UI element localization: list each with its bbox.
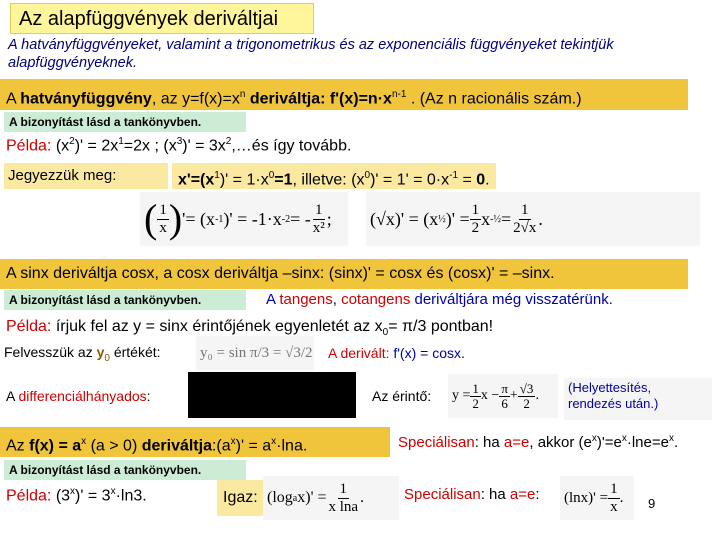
- tangent-note: [266, 291, 613, 308]
- power-rule-band: [0, 79, 688, 110]
- proof-note-3: A bizonyítást lásd a tankönyvben.: [4, 460, 246, 480]
- exp-sup2: x: [230, 436, 236, 447]
- ex2-sub: 0: [382, 327, 389, 339]
- ex3-t1: (3: [51, 487, 71, 505]
- f1-sup-b: -2: [281, 213, 291, 225]
- ig-lhs: (log: [267, 489, 293, 506]
- sp1-t2: : ha: [474, 434, 504, 451]
- ex1-t4: )' = 3x: [182, 137, 226, 155]
- f1-sup-a: -1: [215, 213, 224, 225]
- power-tail: . (Az n racionális szám.): [406, 90, 582, 108]
- f2-mid: )' =: [445, 208, 470, 229]
- sp1-t5: )'=e: [596, 434, 622, 451]
- f2-rhs-num: 1: [521, 201, 529, 218]
- sp2-t3: a=e: [509, 486, 536, 503]
- sin-rule-band: A sinx deriváltja cosx, a cosx deriváltja –sinx: (sinx)' = cosx és (cosx)' = –sinx.: [0, 259, 688, 289]
- tn-t1: A: [266, 291, 280, 308]
- er-f2-num: π: [501, 380, 508, 396]
- proof-note-2: A bizonyítást lásd a tankönyvben.: [4, 290, 246, 310]
- exp-t3: (a > 0): [86, 437, 142, 455]
- f2-rhs-frac: [511, 202, 538, 237]
- f2-mid2: x: [481, 208, 491, 229]
- diff-t3: :: [146, 388, 151, 404]
- paren-open: (: [144, 196, 158, 241]
- ex2-label: Példa:: [6, 318, 52, 335]
- derivalt-row: [328, 345, 465, 361]
- sp1-sup3: x: [668, 433, 674, 444]
- nj-t6: =: [458, 171, 477, 189]
- f2-frac1: [470, 202, 482, 237]
- nj-t7: 0: [476, 171, 486, 189]
- er-f1-num: 1: [472, 380, 479, 396]
- exp-t4: deriváltja: [141, 437, 212, 455]
- f1-lhs-num: 1: [159, 201, 167, 218]
- example-1: [6, 136, 351, 155]
- ig-den: x lna: [328, 498, 359, 515]
- page-number: 9: [648, 496, 656, 511]
- er-f1-den: 2: [472, 395, 479, 411]
- sp2-den: x: [610, 498, 618, 515]
- f2-lhs: (√x)' = (x: [370, 208, 439, 229]
- ig-num: 1: [339, 480, 347, 497]
- nj-s2: 0: [268, 170, 275, 181]
- er-lhs: y =: [452, 388, 471, 403]
- nj-s4: -1: [449, 170, 459, 181]
- exp-t1: Az: [6, 437, 30, 455]
- tn-t4: cotangens: [341, 291, 411, 308]
- er-f2: [499, 382, 510, 411]
- f2-sup-b: -½: [490, 213, 501, 225]
- formula-reciprocal: [140, 192, 348, 246]
- sp2-t2: : ha: [480, 486, 510, 503]
- f1-eq: = -: [290, 208, 311, 229]
- ex1-s3: 3: [176, 136, 183, 147]
- nj-s3: 0: [364, 170, 371, 181]
- hidden-formula-box: [188, 372, 356, 418]
- tn-t2: tangens: [279, 291, 333, 308]
- tn-t3: ,: [332, 291, 342, 308]
- erinto-formula: [448, 374, 558, 418]
- sp1-t4: , akkor (e: [529, 434, 592, 451]
- er-f2-den: 6: [501, 395, 508, 411]
- power-exp-n: n: [239, 89, 246, 100]
- felvesszuk-row: [4, 344, 161, 364]
- f1-end: ;: [326, 208, 332, 229]
- er-f3-num: √3: [519, 380, 534, 396]
- example-3: [6, 486, 147, 505]
- ex1-t1: (x: [51, 137, 70, 155]
- power-exp-n1: n-1: [391, 89, 407, 100]
- felv-y0: y: [96, 344, 105, 360]
- ex2-text: írjuk fel az y = sinx érintőjének egyenletét az x: [51, 318, 383, 335]
- sp2-end: .: [619, 489, 624, 506]
- sp1-t7: .: [673, 434, 679, 451]
- ex1-t2: )' = 2x: [74, 137, 119, 155]
- f2-end: .: [538, 208, 543, 229]
- ex1-s2: 1: [118, 136, 124, 147]
- proof-note-1: A bizonyítást lásd a tankönyvben.: [4, 112, 246, 132]
- f2-f1-den: 2: [471, 219, 480, 236]
- f2-eq: =: [501, 208, 512, 229]
- helyettesites-note: (Helyettesítés, rendezés után.): [564, 378, 712, 420]
- page-title: Az alapfüggvények deriváltjai: [10, 3, 314, 34]
- power-mid: , az y=f(x)=x: [151, 90, 240, 108]
- power-deriv-label: deriváltja: f'(x)=n·x: [245, 90, 392, 108]
- erinto-label: Az érintő:: [372, 388, 432, 404]
- ex3-sup: x: [70, 486, 76, 497]
- sp2-lhs: (lnx)' =: [564, 489, 609, 506]
- ex3-t3: ·ln3.: [115, 487, 147, 505]
- sp1-t1: Speciálisan: [398, 434, 475, 451]
- power-strong: hatványfüggvény: [20, 90, 152, 108]
- ex3-label: Példa:: [6, 487, 52, 505]
- sp2-t1: Speciálisan: [404, 486, 481, 503]
- exp-sup3: x: [271, 436, 277, 447]
- f1-rhs-den: x²: [312, 219, 325, 236]
- er-f1: [470, 382, 481, 411]
- prime-1: ': [182, 208, 186, 229]
- note-label: Jegyezzük meg:: [4, 163, 168, 189]
- intro-text: A hatványfüggvényeket, valamint a trigonometrikus és az exponenciális függvényeket tekintjük alapfüggvényeknek.: [8, 37, 614, 71]
- felv-y0sub: 0: [104, 352, 110, 364]
- exp-rule-band: [0, 427, 390, 457]
- sp1-sup2: x: [621, 433, 627, 444]
- nj-t2: )' = 1·x: [219, 171, 269, 189]
- paren-close: ): [168, 196, 183, 241]
- formula-sqrt: [366, 192, 700, 246]
- der-end: .: [461, 345, 465, 361]
- log-formula: [263, 476, 399, 520]
- special-case-2: [404, 486, 540, 503]
- ln-formula: [560, 476, 634, 520]
- sp2-frac: [608, 481, 620, 516]
- sp1-t6: ·lne=e: [626, 434, 669, 451]
- ig-end: .: [360, 489, 365, 506]
- diff-row: [6, 388, 151, 404]
- der-blue: f'(x) = cosx: [389, 345, 462, 361]
- ex1-t3: =2x ; (x: [123, 137, 177, 155]
- nj-s1: 1: [214, 170, 220, 181]
- f2-rhs-den: 2√x: [513, 219, 537, 236]
- exp-sup1: x: [81, 436, 87, 447]
- nj-t8: .: [485, 171, 490, 189]
- igaz-label: Igaz:: [217, 480, 263, 516]
- exp-t7: ·lna.: [276, 437, 308, 455]
- ex1-s4: 2: [225, 136, 232, 147]
- f1-rhs-num: 1: [315, 201, 323, 218]
- nj-t5: )' = 1' = 0·x: [370, 171, 450, 189]
- example-1-label: Példa:: [6, 137, 52, 155]
- f1-mid2: )' = -1·x: [223, 208, 282, 229]
- exp-t5: :(a: [211, 437, 231, 455]
- power-lead: A: [6, 90, 21, 108]
- nj-t3: =1: [274, 171, 293, 189]
- sp1-t3: a=e: [503, 434, 530, 451]
- special-case-1: [398, 433, 678, 451]
- f1-lhs-frac: [157, 202, 169, 237]
- ex2-text2: = π/3 pontban!: [388, 318, 494, 335]
- ig-frac: [326, 481, 360, 516]
- exp-t2: f(x) = a: [29, 437, 82, 455]
- ex1-t5: ,…és így tovább.: [231, 137, 352, 155]
- ig-sub: a: [292, 492, 298, 504]
- ex3-sup2: x: [110, 486, 116, 497]
- diff-t1: A: [6, 388, 19, 404]
- f2-f1-num: 1: [471, 201, 480, 218]
- ex1-s1: 2: [69, 136, 75, 147]
- felv-label2: értékét:: [109, 344, 161, 360]
- f2-sup-a: ½: [438, 213, 446, 225]
- tn-t5: deriváltjára még visszatérünk.: [410, 291, 613, 308]
- er-f3-den: 2: [523, 395, 530, 411]
- f1-mid: = (x: [185, 208, 216, 229]
- der-red: A derivált:: [328, 345, 390, 361]
- sp2-num: 1: [610, 480, 618, 497]
- er-plus: +: [509, 388, 518, 403]
- felv-label: Felvesszük az: [4, 344, 97, 360]
- f1-lhs-den: x: [159, 219, 167, 236]
- sp2-t4: :: [535, 486, 540, 503]
- ig-lhs2: x)' =: [297, 489, 327, 506]
- ex3-t2: )' = 3: [75, 487, 111, 505]
- nj-t1: x'=(x: [178, 171, 215, 189]
- exp-t6: )' = a: [235, 437, 272, 455]
- sp1-sup1: x: [591, 433, 597, 444]
- er-end: .: [535, 388, 539, 403]
- y0-formula: y₀ = sin π/3 = √3/2: [196, 336, 314, 370]
- f1-rhs-frac: [311, 202, 327, 237]
- diff-t2: differenciálhányados: [18, 388, 147, 404]
- note-value: [172, 163, 496, 189]
- nj-t4: , illetve: (x: [292, 171, 365, 189]
- er-mid: x −: [480, 388, 500, 403]
- er-f3: [518, 382, 536, 411]
